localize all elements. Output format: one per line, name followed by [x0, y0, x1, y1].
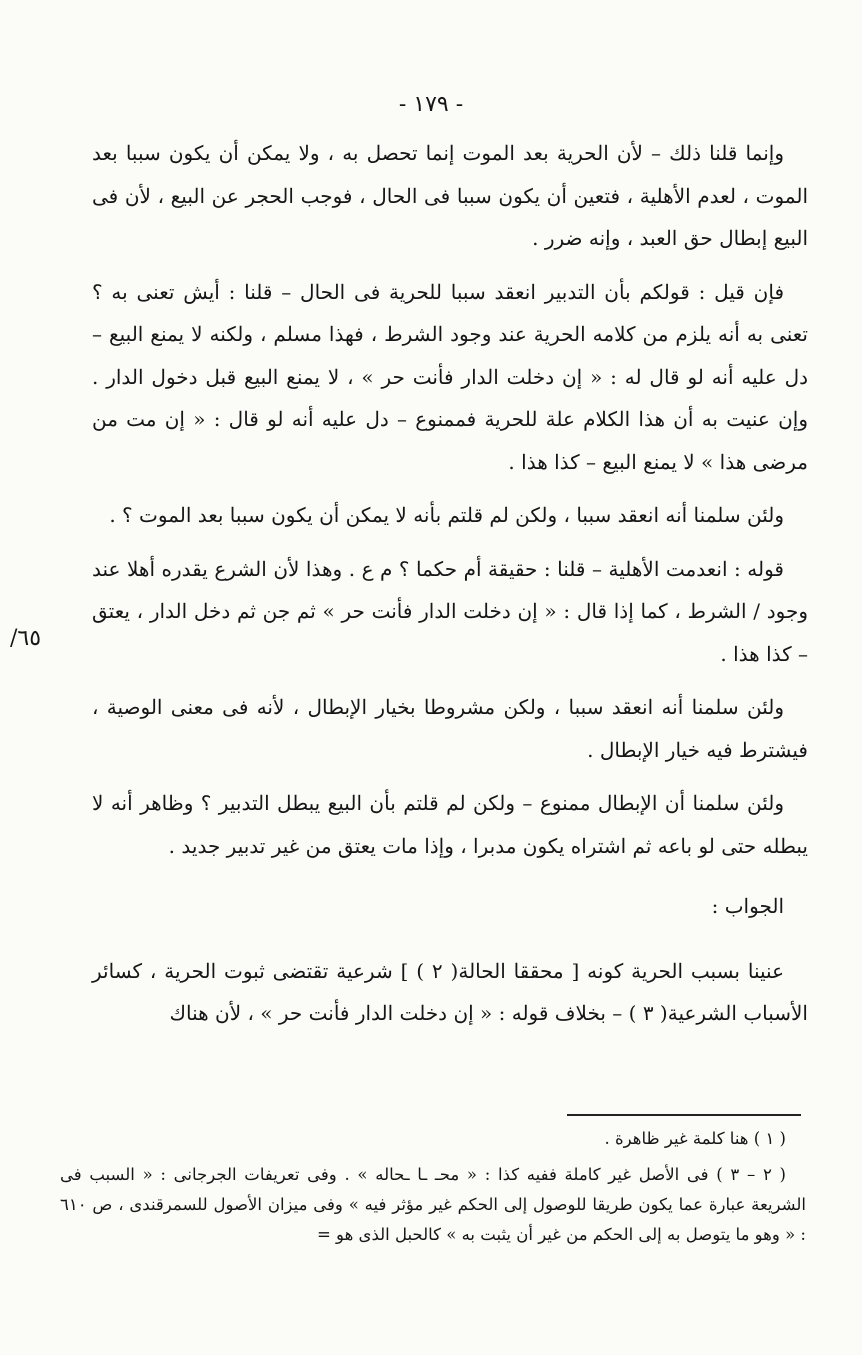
paragraph: فإن قيل : قولكم بأن التدبير انعقد سببا للحرية فى الحال – قلنا : أيش تعنى به ؟ تعنى به أنه يلزم من كلامه الحرية عند وجود الشرط ، فهذا مسلم ، ولكنه لا يمنع البيع – دل عليه أنه لو قال له : « إن دخلت الدار فأنت حر » ، لا يمنع البيع قبل دخول الدار . وإن عنيت به أن هذا الكلام علة للحرية فممنوع – دل عليه أنه لو قال : « إن مت من مرضى هذا » لا يمنع البيع – كذا هذا .	[92, 279, 809, 474]
answer-paragraph: عنينا بسبب الحرية كونه [ محققا الحالة( ٢ ) ] شرعية تقتضى ثبوت الحرية ، كسائر الأسباب الشرعية( ٣ ) – بخلاف قوله : « إن دخلت الدار فأنت حر » ، لأن هناك	[92, 958, 808, 1025]
paragraph: قوله : انعدمت الأهلية – قلنا : حقيقة أم حكما ؟ م ع . وهذا لأن الشرع يقدره أهلا عند وجود / الشرط ، كما إذا قال : « إن دخلت الدار فأنت حر » ثم جن ثم دخل الدار ، يعتق – كذا هذا .	[92, 556, 808, 666]
main-text	[92, 132, 808, 1046]
answer-heading: الجواب :	[711, 894, 784, 918]
footnotes	[60, 1124, 806, 1256]
paragraph: ولئن سلمنا أن الإبطال ممنوع – ولكن لم قلتم بأن البيع يبطل التدبير ؟ وظاهر أنه لا يبطله حتى لو باعه ثم اشتراه يكون مدبرا ، وإذا مات يعتق من غير تدبير جديد .	[92, 791, 808, 858]
page-number: - ١٧٩ -	[398, 92, 464, 117]
footnote: ( ١ ) هنا كلمة غير ظاهرة .	[604, 1129, 786, 1148]
footnote: ( ٢ – ٣ ) فى الأصل غير كاملة ففيه كذا : « محـ ـا ـحاله » . وفى تعريفات الجرجانى : « السبب فى الشريعة عبارة عما يكون طريقا للوصول إلى الحكم غير مؤثر فيه » وفى ميزان الأصول للسمرقندى ، ص ٦١٠ : « وهو ما يتوصل به إلى الحكم من غير أن يثبت به » كالحبل الذى هو =	[60, 1165, 806, 1244]
paragraph: ولئن سلمنا أنه انعقد سببا ، ولكن مشروطا بخيار الإبطال ، لأنه فى معنى الوصية ، فيشترط فيه خيار الإبطال .	[92, 695, 808, 762]
paragraph: وإنما قلنا ذلك – لأن الحرية بعد الموت إنما تحصل به ، ولا يمكن أن يكون سببا بعد الموت ، لعدم الأهلية ، فتعين أن يكون سببا فى الحال ، فوجب الحجر عن البيع ، لأن فى البيع إبطال حق العبد ، وإنه ضرر .	[92, 141, 808, 250]
margin-folio-note: ٦٥/	[10, 626, 42, 651]
footnote-divider	[567, 1114, 801, 1116]
paragraph: ولئن سلمنا أنه انعقد سببا ، ولكن لم قلتم بأنه لا يمكن أن يكون سببا بعد الموت ؟ .	[109, 503, 784, 527]
